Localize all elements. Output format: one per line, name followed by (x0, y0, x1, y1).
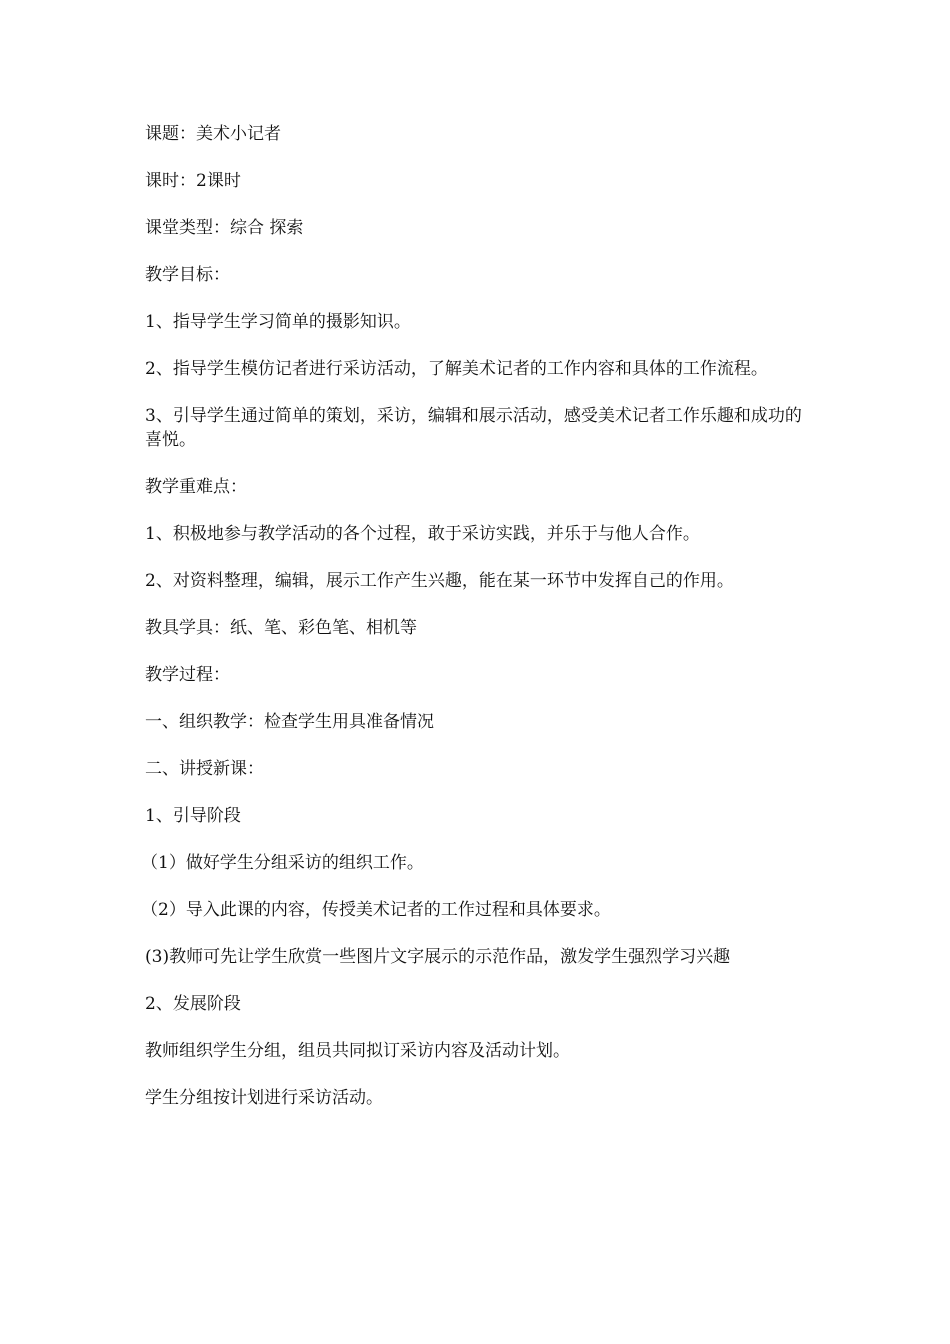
stage-item: （2）导入此课的内容，传授美术记者的工作过程和具体要求。 (141, 900, 611, 920)
stage-heading: 1、引导阶段 (145, 806, 241, 826)
lesson-title: 课题：美术小记者 (145, 124, 281, 144)
objectives-heading: 教学目标： (145, 265, 230, 285)
process-heading: 教学过程： (145, 665, 230, 685)
lesson-hours: 课时：2课时 (145, 171, 241, 191)
stage-item: 教师组织学生分组，组员共同拟订采访内容及活动计划。 (145, 1041, 570, 1061)
stage-item: （1）做好学生分组采访的组织工作。 (141, 853, 424, 873)
stage-item: (3)教师可先让学生欣赏一些图片文字展示的示范作品，激发学生强烈学习兴趣 (145, 947, 731, 967)
key-points-heading: 教学重难点： (145, 477, 247, 497)
teaching-materials: 教具学具：纸、笔、彩色笔、相机等 (145, 618, 417, 638)
process-step: 二、讲授新课： (145, 759, 264, 779)
stage-item: 学生分组按计划进行采访活动。 (145, 1088, 383, 1108)
process-step: 一、组织教学：检查学生用具准备情况 (145, 712, 434, 732)
objective-item: 3、引导学生通过简单的策划，采访，编辑和展示活动，感受美术记者工作乐趣和成功的喜悦。 (145, 406, 802, 450)
key-point-item: 2、对资料整理，编辑，展示工作产生兴趣，能在某一环节中发挥自己的作用。 (145, 571, 734, 591)
lesson-type: 课堂类型：综合 探索 (145, 218, 304, 238)
document-body (141, 122, 810, 1133)
key-point-item: 1、积极地参与教学活动的各个过程，敢于采访实践，并乐于与他人合作。 (145, 524, 700, 544)
objective-item: 2、指导学生模仿记者进行采访活动，了解美术记者的工作内容和具体的工作流程。 (145, 359, 768, 379)
stage-heading: 2、发展阶段 (145, 994, 241, 1014)
objective-item: 1、指导学生学习简单的摄影知识。 (145, 312, 411, 332)
